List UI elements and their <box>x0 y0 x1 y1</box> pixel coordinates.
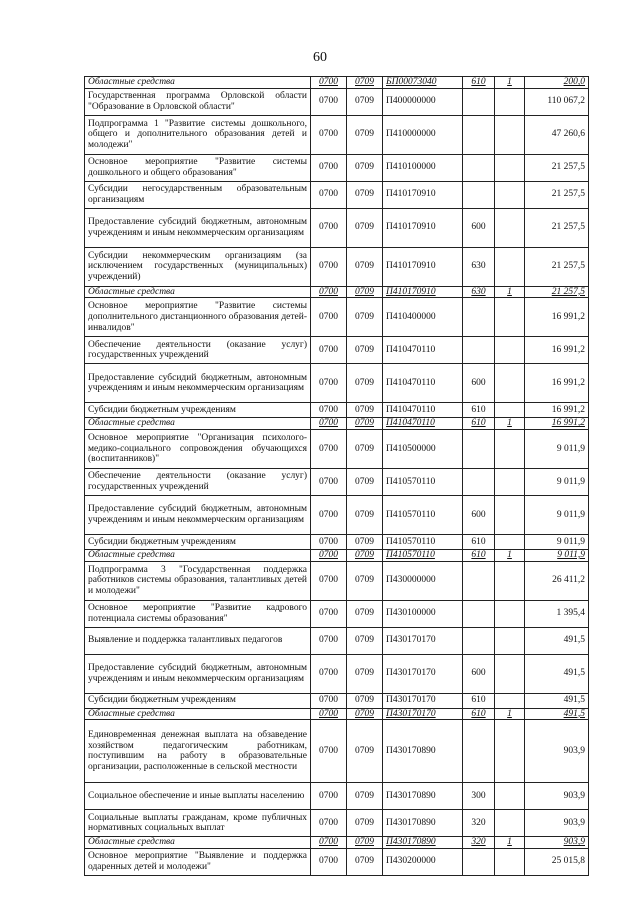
section-code-cell: 0700 <box>311 848 347 875</box>
funding-source-cell <box>495 403 525 418</box>
target-article-cell: П410570110 <box>383 468 463 495</box>
target-article-cell: П400000000 <box>383 88 463 115</box>
amount-cell: 16 991,2 <box>525 418 589 430</box>
target-article-cell: П430170170 <box>383 708 463 720</box>
amount-cell: 16 991,2 <box>525 337 589 364</box>
funding-source-cell: 1 <box>495 418 525 430</box>
section-code-cell: 0700 <box>311 549 347 561</box>
name-cell: Субсидии некоммерческим организациям (за исключением государственных (муниципальных) учреждений) <box>85 247 311 286</box>
funding-source-cell <box>495 720 525 783</box>
funding-source-cell <box>495 337 525 364</box>
target-article-cell: БП00073040 <box>383 77 463 89</box>
target-article-cell: П410400000 <box>383 298 463 337</box>
subsection-code-cell: 0709 <box>347 627 383 654</box>
subsection-code-cell: 0709 <box>347 403 383 418</box>
subsection-code-cell: 0709 <box>347 654 383 693</box>
target-article-cell: П430170170 <box>383 654 463 693</box>
target-article-cell: П410570110 <box>383 495 463 534</box>
amount-cell: 903,9 <box>525 810 589 837</box>
name-cell: Субсидии бюджетным учреждениям <box>85 693 311 708</box>
table-row <box>85 720 589 783</box>
funding-source-cell <box>495 495 525 534</box>
amount-cell: 903,9 <box>525 837 589 849</box>
target-article-cell: П410470110 <box>383 418 463 430</box>
table-row <box>85 88 589 115</box>
subsection-code-cell: 0709 <box>347 600 383 627</box>
funding-source-cell <box>495 810 525 837</box>
name-cell: Основное мероприятие "Развитие системы дополнительного дистанционного образования детей-инвалидов" <box>85 298 311 337</box>
target-article-cell: П410470110 <box>383 403 463 418</box>
target-article-cell: П430170890 <box>383 837 463 849</box>
table-row <box>85 468 589 495</box>
name-cell: Основное мероприятие "Выявление и поддержка одаренных детей и молодежи" <box>85 848 311 875</box>
table-row <box>85 115 589 154</box>
budget-table-body <box>85 77 589 876</box>
target-article-cell: П410000000 <box>383 115 463 154</box>
expense-type-cell <box>463 720 495 783</box>
name-cell: Обеспечение деятельности (оказание услуг) государственных учреждений <box>85 337 311 364</box>
table-row <box>85 654 589 693</box>
section-code-cell: 0700 <box>311 77 347 89</box>
name-cell: Основное мероприятие "Организация психолого-медико-социального сопровождения обучающихся (воспитанников)" <box>85 429 311 468</box>
table-row <box>85 495 589 534</box>
name-cell: Областные средства <box>85 837 311 849</box>
name-cell: Основное мероприятие "Развитие системы дошкольного и общего образования" <box>85 154 311 181</box>
amount-cell: 9 011,9 <box>525 495 589 534</box>
target-article-cell: П430170890 <box>383 810 463 837</box>
name-cell: Подпрограмма 3 "Государственная поддержка работников системы образования, талантливых детей и молодежи" <box>85 561 311 600</box>
expense-type-cell: 600 <box>463 495 495 534</box>
subsection-code-cell: 0709 <box>347 810 383 837</box>
amount-cell: 21 257,5 <box>525 154 589 181</box>
section-code-cell: 0700 <box>311 364 347 403</box>
name-cell: Областные средства <box>85 77 311 89</box>
funding-source-cell <box>495 154 525 181</box>
table-row <box>85 247 589 286</box>
funding-source-cell: 1 <box>495 549 525 561</box>
funding-source-cell <box>495 429 525 468</box>
amount-cell: 903,9 <box>525 720 589 783</box>
funding-source-cell <box>495 208 525 247</box>
subsection-code-cell: 0709 <box>347 298 383 337</box>
page-number: 60 <box>313 50 327 65</box>
subsection-code-cell: 0709 <box>347 549 383 561</box>
funding-source-cell: 1 <box>495 708 525 720</box>
amount-cell: 491,5 <box>525 693 589 708</box>
funding-source-cell <box>495 600 525 627</box>
amount-cell: 9 011,9 <box>525 549 589 561</box>
target-article-cell: П410100000 <box>383 154 463 181</box>
section-code-cell: 0700 <box>311 115 347 154</box>
expense-type-cell: 610 <box>463 418 495 430</box>
regional-funds-row <box>85 549 589 561</box>
section-code-cell: 0700 <box>311 534 347 549</box>
amount-cell: 1 395,4 <box>525 600 589 627</box>
regional-funds-row <box>85 708 589 720</box>
amount-cell: 110 067,2 <box>525 88 589 115</box>
expense-type-cell <box>463 88 495 115</box>
funding-source-cell <box>495 181 525 208</box>
expense-type-cell: 320 <box>463 837 495 849</box>
name-cell: Областные средства <box>85 418 311 430</box>
name-cell: Предоставление субсидий бюджетным, автономным учреждениям и иным некоммерческим организациям <box>85 364 311 403</box>
table-row <box>85 627 589 654</box>
funding-source-cell <box>495 364 525 403</box>
section-code-cell: 0700 <box>311 654 347 693</box>
regional-funds-row <box>85 286 589 298</box>
target-article-cell: П410470110 <box>383 337 463 364</box>
table-row <box>85 154 589 181</box>
funding-source-cell <box>495 654 525 693</box>
name-cell: Предоставление субсидий бюджетным, автономным учреждениям и иным некоммерческим организациям <box>85 208 311 247</box>
section-code-cell: 0700 <box>311 600 347 627</box>
name-cell: Предоставление субсидий бюджетным, автономным учреждениям и иным некоммерческим организациям <box>85 495 311 534</box>
section-code-cell: 0700 <box>311 495 347 534</box>
section-code-cell: 0700 <box>311 810 347 837</box>
name-cell: Областные средства <box>85 286 311 298</box>
target-article-cell: П410170910 <box>383 208 463 247</box>
subsection-code-cell: 0709 <box>347 429 383 468</box>
section-code-cell: 0700 <box>311 88 347 115</box>
funding-source-cell <box>495 468 525 495</box>
budget-table <box>84 76 589 876</box>
subsection-code-cell: 0709 <box>347 783 383 810</box>
section-code-cell: 0700 <box>311 693 347 708</box>
expense-type-cell: 610 <box>463 549 495 561</box>
table-row <box>85 364 589 403</box>
table-row <box>85 429 589 468</box>
table-row <box>85 337 589 364</box>
section-code-cell: 0700 <box>311 337 347 364</box>
subsection-code-cell: 0709 <box>347 837 383 849</box>
subsection-code-cell: 0709 <box>347 364 383 403</box>
section-code-cell: 0700 <box>311 783 347 810</box>
subsection-code-cell: 0709 <box>347 418 383 430</box>
funding-source-cell: 1 <box>495 286 525 298</box>
amount-cell: 491,5 <box>525 708 589 720</box>
amount-cell: 491,5 <box>525 654 589 693</box>
expense-type-cell: 610 <box>463 403 495 418</box>
funding-source-cell <box>495 247 525 286</box>
target-article-cell: П430100000 <box>383 600 463 627</box>
funding-source-cell <box>495 561 525 600</box>
expense-type-cell: 610 <box>463 534 495 549</box>
subsection-code-cell: 0709 <box>347 181 383 208</box>
funding-source-cell <box>495 783 525 810</box>
expense-type-cell <box>463 468 495 495</box>
name-cell: Основное мероприятие "Развитие кадрового потенциала системы образования" <box>85 600 311 627</box>
expense-type-cell: 630 <box>463 247 495 286</box>
table-row <box>85 600 589 627</box>
funding-source-cell <box>495 693 525 708</box>
expense-type-cell <box>463 115 495 154</box>
target-article-cell: П410170910 <box>383 247 463 286</box>
subsection-code-cell: 0709 <box>347 88 383 115</box>
expense-type-cell <box>463 337 495 364</box>
section-code-cell: 0700 <box>311 708 347 720</box>
section-code-cell: 0700 <box>311 298 347 337</box>
amount-cell: 26 411,2 <box>525 561 589 600</box>
target-article-cell: П430170890 <box>383 720 463 783</box>
amount-cell: 21 257,5 <box>525 286 589 298</box>
subsection-code-cell: 0709 <box>347 77 383 89</box>
table-row <box>85 783 589 810</box>
section-code-cell: 0700 <box>311 837 347 849</box>
section-code-cell: 0700 <box>311 286 347 298</box>
table-row <box>85 181 589 208</box>
section-code-cell: 0700 <box>311 247 347 286</box>
name-cell: Областные средства <box>85 549 311 561</box>
expense-type-cell: 320 <box>463 810 495 837</box>
subsection-code-cell: 0709 <box>347 154 383 181</box>
name-cell: Обеспечение деятельности (оказание услуг) государственных учреждений <box>85 468 311 495</box>
expense-type-cell <box>463 298 495 337</box>
expense-type-cell: 600 <box>463 364 495 403</box>
name-cell: Областные средства <box>85 708 311 720</box>
funding-source-cell: 1 <box>495 837 525 849</box>
amount-cell: 16 991,2 <box>525 403 589 418</box>
expense-type-cell <box>463 429 495 468</box>
expense-type-cell <box>463 848 495 875</box>
amount-cell: 25 015,8 <box>525 848 589 875</box>
expense-type-cell <box>463 561 495 600</box>
name-cell: Выявление и поддержка талантливых педагогов <box>85 627 311 654</box>
expense-type-cell <box>463 627 495 654</box>
subsection-code-cell: 0709 <box>347 208 383 247</box>
subsection-code-cell: 0709 <box>347 534 383 549</box>
subsection-code-cell: 0709 <box>347 848 383 875</box>
table-row <box>85 810 589 837</box>
expense-type-cell: 610 <box>463 77 495 89</box>
table-row <box>85 534 589 549</box>
table-row <box>85 561 589 600</box>
regional-funds-row <box>85 77 589 89</box>
subsection-code-cell: 0709 <box>347 468 383 495</box>
target-article-cell: П410500000 <box>383 429 463 468</box>
section-code-cell: 0700 <box>311 561 347 600</box>
amount-cell: 16 991,2 <box>525 364 589 403</box>
funding-source-cell <box>495 627 525 654</box>
target-article-cell: П410570110 <box>383 534 463 549</box>
expense-type-cell: 610 <box>463 693 495 708</box>
amount-cell: 9 011,9 <box>525 468 589 495</box>
name-cell: Субсидии негосударственным образовательным организациям <box>85 181 311 208</box>
section-code-cell: 0700 <box>311 208 347 247</box>
name-cell: Единовременная денежная выплата на обзаведение хозяйством педагогическим работникам, поступившим на работу в образовательные организации, расположенные в сельской местности <box>85 720 311 783</box>
funding-source-cell <box>495 88 525 115</box>
target-article-cell: П430000000 <box>383 561 463 600</box>
subsection-code-cell: 0709 <box>347 720 383 783</box>
target-article-cell: П430170170 <box>383 627 463 654</box>
section-code-cell: 0700 <box>311 468 347 495</box>
section-code-cell: 0700 <box>311 627 347 654</box>
amount-cell: 16 991,2 <box>525 298 589 337</box>
expense-type-cell <box>463 181 495 208</box>
section-code-cell: 0700 <box>311 418 347 430</box>
subsection-code-cell: 0709 <box>347 337 383 364</box>
expense-type-cell <box>463 600 495 627</box>
subsection-code-cell: 0709 <box>347 495 383 534</box>
funding-source-cell <box>495 534 525 549</box>
section-code-cell: 0700 <box>311 429 347 468</box>
amount-cell: 903,9 <box>525 783 589 810</box>
section-code-cell: 0700 <box>311 154 347 181</box>
table-row <box>85 693 589 708</box>
amount-cell: 21 257,5 <box>525 181 589 208</box>
funding-source-cell <box>495 115 525 154</box>
expense-type-cell: 300 <box>463 783 495 810</box>
name-cell: Социальное обеспечение и иные выплаты населению <box>85 783 311 810</box>
funding-source-cell <box>495 848 525 875</box>
name-cell: Подпрограмма 1 "Развитие системы дошкольного, общего и дополнительного образования детей и молодежи" <box>85 115 311 154</box>
name-cell: Субсидии бюджетным учреждениям <box>85 403 311 418</box>
expense-type-cell: 600 <box>463 654 495 693</box>
regional-funds-row <box>85 837 589 849</box>
target-article-cell: П410170910 <box>383 286 463 298</box>
section-code-cell: 0700 <box>311 720 347 783</box>
name-cell: Государственная программа Орловской области "Образование в Орловской области" <box>85 88 311 115</box>
funding-source-cell: 1 <box>495 77 525 89</box>
subsection-code-cell: 0709 <box>347 286 383 298</box>
amount-cell: 491,5 <box>525 627 589 654</box>
expense-type-cell: 610 <box>463 708 495 720</box>
subsection-code-cell: 0709 <box>347 708 383 720</box>
name-cell: Субсидии бюджетным учреждениям <box>85 534 311 549</box>
expense-type-cell: 600 <box>463 208 495 247</box>
amount-cell: 200,0 <box>525 77 589 89</box>
table-row <box>85 848 589 875</box>
subsection-code-cell: 0709 <box>347 115 383 154</box>
target-article-cell: П410170910 <box>383 181 463 208</box>
amount-cell: 9 011,9 <box>525 534 589 549</box>
regional-funds-row <box>85 418 589 430</box>
target-article-cell: П410470110 <box>383 364 463 403</box>
table-row <box>85 208 589 247</box>
section-code-cell: 0700 <box>311 181 347 208</box>
name-cell: Предоставление субсидий бюджетным, автономным учреждениям и иным некоммерческим организациям <box>85 654 311 693</box>
amount-cell: 9 011,9 <box>525 429 589 468</box>
subsection-code-cell: 0709 <box>347 561 383 600</box>
amount-cell: 21 257,5 <box>525 247 589 286</box>
expense-type-cell: 630 <box>463 286 495 298</box>
subsection-code-cell: 0709 <box>347 247 383 286</box>
target-article-cell: П430200000 <box>383 848 463 875</box>
funding-source-cell <box>495 298 525 337</box>
amount-cell: 21 257,5 <box>525 208 589 247</box>
amount-cell: 47 260,6 <box>525 115 589 154</box>
table-row <box>85 403 589 418</box>
subsection-code-cell: 0709 <box>347 693 383 708</box>
target-article-cell: П410570110 <box>383 549 463 561</box>
table-row <box>85 298 589 337</box>
expense-type-cell <box>463 154 495 181</box>
target-article-cell: П430170170 <box>383 693 463 708</box>
name-cell: Социальные выплаты гражданам, кроме публичных нормативных социальных выплат <box>85 810 311 837</box>
section-code-cell: 0700 <box>311 403 347 418</box>
target-article-cell: П430170890 <box>383 783 463 810</box>
